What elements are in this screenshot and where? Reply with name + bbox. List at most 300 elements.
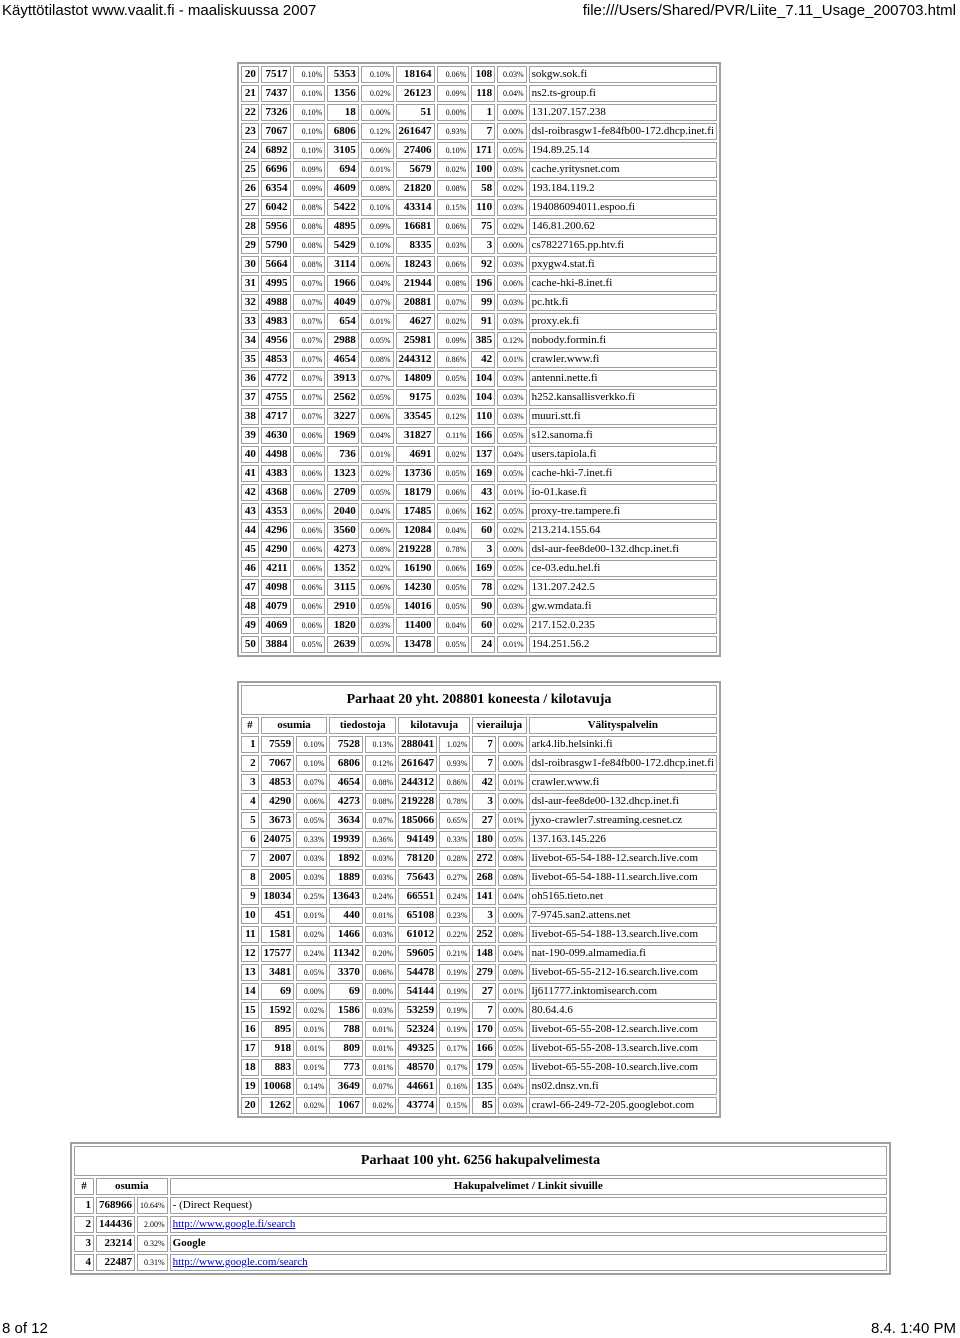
cell-kbytes: 43314 bbox=[396, 199, 435, 216]
cell-kbytes: 31827 bbox=[396, 427, 435, 444]
cell-kbytes-pct: 0.02% bbox=[437, 161, 470, 178]
cell-kbytes: 4627 bbox=[396, 313, 435, 330]
cell-kbytes-pct: 1.02% bbox=[439, 736, 470, 753]
cell-visits: 110 bbox=[471, 408, 495, 425]
cell-host: dsl-aur-fee8de00-132.dhcp.inet.fi bbox=[529, 793, 717, 810]
table-row bbox=[241, 275, 717, 292]
cell-host: io-01.kase.fi bbox=[529, 484, 717, 501]
cell-hits-pct: 0.10% bbox=[293, 142, 326, 159]
cell-visits: 60 bbox=[471, 522, 495, 539]
cell-files: 3913 bbox=[327, 370, 358, 387]
cell-files-pct: 0.06% bbox=[365, 964, 396, 981]
cell-visits-pct: 0.04% bbox=[497, 446, 527, 463]
cell-files: 4049 bbox=[327, 294, 358, 311]
cell-files-pct: 0.03% bbox=[365, 869, 396, 886]
cell-host: crawler.www.fi bbox=[529, 351, 717, 368]
cell-visits-pct: 0.05% bbox=[497, 427, 527, 444]
table-row bbox=[241, 964, 717, 981]
table-row bbox=[241, 351, 717, 368]
cell-rank: 46 bbox=[241, 560, 259, 577]
cell-kbytes: 53259 bbox=[398, 1002, 437, 1019]
cell-visits: 169 bbox=[471, 465, 495, 482]
cell-visits: 90 bbox=[471, 598, 495, 615]
cell-files-pct: 0.06% bbox=[361, 522, 394, 539]
cell-host: crawler.www.fi bbox=[529, 774, 717, 791]
cell-hits: 4498 bbox=[261, 446, 291, 463]
cell-visits: 3 bbox=[471, 237, 495, 254]
cell-kbytes: 52324 bbox=[398, 1021, 437, 1038]
table-row bbox=[241, 926, 717, 943]
cell-files-pct: 0.08% bbox=[365, 774, 396, 791]
cell-kbytes: 219228 bbox=[396, 541, 435, 558]
top-proxies-table bbox=[237, 681, 721, 1118]
cell-files: 694 bbox=[327, 161, 358, 178]
cell-rank: 14 bbox=[241, 983, 259, 1000]
cell-hits-pct: 0.07% bbox=[293, 408, 326, 425]
cell-hits: 4069 bbox=[261, 617, 291, 634]
cell-visits: 27 bbox=[472, 983, 495, 1000]
cell-files: 1466 bbox=[329, 926, 363, 943]
cell-visits-pct: 0.02% bbox=[497, 617, 527, 634]
page-header-title: Käyttötilastot www.vaalit.fi - maaliskuussa 2007 bbox=[2, 2, 317, 19]
cell-visits-pct: 0.01% bbox=[498, 983, 527, 1000]
table-row bbox=[241, 579, 717, 596]
cell-files-pct: 0.03% bbox=[361, 617, 394, 634]
cell-files: 736 bbox=[327, 446, 358, 463]
cell-files: 809 bbox=[329, 1040, 363, 1057]
cell-rank: 13 bbox=[241, 964, 259, 981]
cell-files-pct: 0.09% bbox=[361, 218, 394, 235]
cell-hits-pct: 10.64% bbox=[137, 1197, 168, 1214]
column-header: # bbox=[74, 1178, 94, 1195]
cell-hits: 4296 bbox=[261, 522, 291, 539]
cell-kbytes-pct: 0.19% bbox=[439, 1002, 470, 1019]
cell-rank: 30 bbox=[241, 256, 259, 273]
top-search-engines-table bbox=[70, 1142, 891, 1275]
cell-kbytes-pct: 0.22% bbox=[439, 926, 470, 943]
cell-hits-pct: 0.32% bbox=[137, 1235, 168, 1252]
cell-hits: 2005 bbox=[261, 869, 295, 886]
table-row bbox=[241, 1097, 717, 1114]
cell-visits: 91 bbox=[471, 313, 495, 330]
table-row bbox=[74, 1197, 887, 1214]
cell-host: crawl-66-249-72-205.googlebot.com bbox=[529, 1097, 717, 1114]
cell-hits-pct: 0.10% bbox=[293, 85, 326, 102]
referrer-link[interactable]: http://www.google.fi/search bbox=[172, 1218, 296, 1230]
cell-hits-pct: 0.07% bbox=[293, 389, 326, 406]
cell-hits: 3481 bbox=[261, 964, 295, 981]
cell-kbytes: 4691 bbox=[396, 446, 435, 463]
cell-host: 7-9745.san2.attens.net bbox=[529, 907, 717, 924]
cell-files-pct: 0.00% bbox=[361, 104, 394, 121]
cell-kbytes-pct: 0.06% bbox=[437, 560, 470, 577]
cell-kbytes: 244312 bbox=[396, 351, 435, 368]
cell-host: ark4.lib.helsinki.fi bbox=[529, 736, 717, 753]
cell-files: 1820 bbox=[327, 617, 358, 634]
cell-kbytes: 43774 bbox=[398, 1097, 437, 1114]
cell-visits-pct: 0.01% bbox=[497, 351, 527, 368]
cell-files: 1352 bbox=[327, 560, 358, 577]
cell-host: ns02.dnsz.vn.fi bbox=[529, 1078, 717, 1095]
cell-files: 1586 bbox=[329, 1002, 363, 1019]
cell-hits: 69 bbox=[261, 983, 295, 1000]
cell-kbytes: 51 bbox=[396, 104, 435, 121]
cell-host: livebot-65-54-188-13.search.live.com bbox=[529, 926, 717, 943]
cell-files-pct: 0.08% bbox=[361, 541, 394, 558]
cell-hits-pct: 0.10% bbox=[293, 66, 326, 83]
cell-rank: 3 bbox=[74, 1235, 94, 1252]
cell-visits-pct: 0.01% bbox=[498, 774, 527, 791]
cell-hits: 4988 bbox=[261, 294, 291, 311]
cell-files: 7528 bbox=[329, 736, 363, 753]
cell-visits: 118 bbox=[471, 85, 495, 102]
cell-host: users.tapiola.fi bbox=[529, 446, 717, 463]
cell-kbytes: 14230 bbox=[396, 579, 435, 596]
cell-hits: 4353 bbox=[261, 503, 291, 520]
cell-kbytes-pct: 0.05% bbox=[437, 370, 470, 387]
cell-visits-pct: 0.03% bbox=[497, 66, 527, 83]
cell-rank: 38 bbox=[241, 408, 259, 425]
cell-visits-pct: 0.05% bbox=[498, 1059, 527, 1076]
cell-hits-pct: 0.01% bbox=[296, 1059, 327, 1076]
cell-files: 1969 bbox=[327, 427, 358, 444]
cell-kbytes: 20881 bbox=[396, 294, 435, 311]
cell-rank: 4 bbox=[74, 1254, 94, 1271]
cell-files: 654 bbox=[327, 313, 358, 330]
table-row bbox=[241, 831, 717, 848]
table-row bbox=[241, 123, 717, 140]
cell-rank: 45 bbox=[241, 541, 259, 558]
cell-kbytes-pct: 0.02% bbox=[437, 446, 470, 463]
cell-hits-pct: 0.08% bbox=[293, 237, 326, 254]
cell-hits-pct: 0.08% bbox=[293, 256, 326, 273]
cell-rank: 37 bbox=[241, 389, 259, 406]
table-row bbox=[241, 774, 717, 791]
table-row bbox=[241, 218, 717, 235]
cell-host: 194.89.25.14 bbox=[529, 142, 717, 159]
cell-host: 193.184.119.2 bbox=[529, 180, 717, 197]
cell-kbytes-pct: 0.23% bbox=[439, 907, 470, 924]
cell-files-pct: 0.05% bbox=[361, 484, 394, 501]
cell-hits: 6042 bbox=[261, 199, 291, 216]
cell-visits: 99 bbox=[471, 294, 495, 311]
cell-visits: 7 bbox=[472, 755, 495, 772]
cell-kbytes: 66551 bbox=[398, 888, 437, 905]
cell-host: lj611777.inktomisearch.com bbox=[529, 983, 717, 1000]
cell-kbytes: 48570 bbox=[398, 1059, 437, 1076]
cell-host: dsl-roibrasgw1-fe84fb00-172.dhcp.inet.fi bbox=[529, 123, 717, 140]
cell-visits: 166 bbox=[472, 1040, 495, 1057]
cell-files-pct: 0.07% bbox=[361, 370, 394, 387]
cell-hits-pct: 0.00% bbox=[296, 983, 327, 1000]
cell-kbytes-pct: 0.10% bbox=[437, 142, 470, 159]
cell-kbytes-pct: 0.17% bbox=[439, 1040, 470, 1057]
cell-hits: 7517 bbox=[261, 66, 291, 83]
cell-files: 19939 bbox=[329, 831, 363, 848]
cell-visits-pct: 0.00% bbox=[497, 104, 527, 121]
table-row bbox=[74, 1254, 887, 1271]
cell-visits-pct: 0.00% bbox=[497, 541, 527, 558]
cell-kbytes: 65108 bbox=[398, 907, 437, 924]
cell-hits-pct: 0.07% bbox=[296, 774, 327, 791]
cell-kbytes-pct: 0.12% bbox=[437, 408, 470, 425]
cell-hits: 1581 bbox=[261, 926, 295, 943]
cell-host: pxygw4.stat.fi bbox=[529, 256, 717, 273]
cell-visits-pct: 0.03% bbox=[497, 256, 527, 273]
cell-kbytes-pct: 0.00% bbox=[437, 104, 470, 121]
cell-visits: 110 bbox=[471, 199, 495, 216]
cell-visits: 7 bbox=[472, 736, 495, 753]
cell-files: 1356 bbox=[327, 85, 358, 102]
cell-host: cs78227165.pp.htv.fi bbox=[529, 237, 717, 254]
cell-hits: 4368 bbox=[261, 484, 291, 501]
cell-rank: 42 bbox=[241, 484, 259, 501]
cell-files: 3370 bbox=[329, 964, 363, 981]
cell-hits: 4755 bbox=[261, 389, 291, 406]
cell-hits: 4853 bbox=[261, 351, 291, 368]
cell-files-pct: 0.06% bbox=[361, 256, 394, 273]
cell-visits: 169 bbox=[471, 560, 495, 577]
cell-hits: 3884 bbox=[261, 636, 291, 653]
cell-visits-pct: 0.01% bbox=[498, 812, 527, 829]
cell-rank: 1 bbox=[241, 736, 259, 753]
cell-visits: 104 bbox=[471, 370, 495, 387]
table-row bbox=[241, 812, 717, 829]
cell-kbytes-pct: 0.05% bbox=[437, 636, 470, 653]
cell-files: 2639 bbox=[327, 636, 358, 653]
cell-visits-pct: 0.01% bbox=[497, 636, 527, 653]
cell-hits-pct: 0.06% bbox=[293, 598, 326, 615]
cell-referrer bbox=[170, 1235, 887, 1252]
cell-visits-pct: 0.03% bbox=[497, 294, 527, 311]
cell-hits: 4211 bbox=[261, 560, 291, 577]
cell-visits-pct: 0.05% bbox=[498, 831, 527, 848]
cell-kbytes: 16681 bbox=[396, 218, 435, 235]
cell-hits: 4983 bbox=[261, 313, 291, 330]
cell-hits-pct: 0.06% bbox=[293, 465, 326, 482]
cell-files-pct: 0.20% bbox=[365, 945, 396, 962]
cell-rank: 3 bbox=[241, 774, 259, 791]
cell-visits-pct: 0.02% bbox=[497, 218, 527, 235]
cell-files: 3649 bbox=[329, 1078, 363, 1095]
cell-kbytes-pct: 0.19% bbox=[439, 1021, 470, 1038]
table-row bbox=[241, 1059, 717, 1076]
cell-rank: 26 bbox=[241, 180, 259, 197]
cell-files-pct: 0.04% bbox=[361, 427, 394, 444]
cell-kbytes-pct: 0.05% bbox=[437, 579, 470, 596]
cell-visits-pct: 0.04% bbox=[497, 85, 527, 102]
cell-visits: 58 bbox=[471, 180, 495, 197]
cell-hits: 4290 bbox=[261, 541, 291, 558]
cell-files-pct: 0.10% bbox=[361, 66, 394, 83]
cell-hits: 7067 bbox=[261, 755, 295, 772]
cell-hits: 23214 bbox=[96, 1235, 135, 1252]
cell-kbytes-pct: 0.28% bbox=[439, 850, 470, 867]
cell-kbytes-pct: 0.19% bbox=[439, 964, 470, 981]
cell-visits: 60 bbox=[471, 617, 495, 634]
cell-hits-pct: 0.08% bbox=[293, 199, 326, 216]
cell-kbytes: 18243 bbox=[396, 256, 435, 273]
table-row bbox=[241, 503, 717, 520]
table-row bbox=[241, 869, 717, 886]
cell-host: livebot-65-55-208-13.search.live.com bbox=[529, 1040, 717, 1057]
cell-visits-pct: 0.05% bbox=[497, 503, 527, 520]
cell-rank: 1 bbox=[74, 1197, 94, 1214]
cell-referrer bbox=[170, 1216, 887, 1233]
cell-files: 5429 bbox=[327, 237, 358, 254]
cell-visits: 268 bbox=[472, 869, 495, 886]
cell-hits-pct: 0.06% bbox=[293, 503, 326, 520]
cell-host: 146.81.200.62 bbox=[529, 218, 717, 235]
cell-visits: 24 bbox=[471, 636, 495, 653]
cell-hits-pct: 0.06% bbox=[293, 541, 326, 558]
cell-rank: 8 bbox=[241, 869, 259, 886]
cell-visits: 272 bbox=[472, 850, 495, 867]
cell-visits-pct: 0.00% bbox=[497, 123, 527, 140]
cell-visits-pct: 0.02% bbox=[497, 180, 527, 197]
table-row bbox=[241, 294, 717, 311]
cell-kbytes-pct: 0.78% bbox=[437, 541, 470, 558]
cell-files-pct: 0.05% bbox=[361, 598, 394, 615]
cell-rank: 15 bbox=[241, 1002, 259, 1019]
cell-files-pct: 0.03% bbox=[365, 1002, 396, 1019]
cell-kbytes-pct: 0.05% bbox=[437, 598, 470, 615]
cell-visits: 148 bbox=[472, 945, 495, 962]
cell-kbytes: 12084 bbox=[396, 522, 435, 539]
cell-files: 4273 bbox=[329, 793, 363, 810]
cell-files: 1889 bbox=[329, 869, 363, 886]
cell-files-pct: 0.12% bbox=[361, 123, 394, 140]
cell-visits: 100 bbox=[471, 161, 495, 178]
cell-kbytes-pct: 0.04% bbox=[437, 522, 470, 539]
cell-host: 137.163.145.226 bbox=[529, 831, 717, 848]
cell-host: 194086094011.espoo.fi bbox=[529, 199, 717, 216]
cell-files: 5353 bbox=[327, 66, 358, 83]
referrer-link[interactable]: http://www.google.com/search bbox=[172, 1256, 308, 1268]
column-header: # bbox=[241, 717, 259, 734]
cell-host: ns2.ts-group.fi bbox=[529, 85, 717, 102]
cell-files-pct: 0.01% bbox=[365, 1021, 396, 1038]
cell-files: 2988 bbox=[327, 332, 358, 349]
cell-files: 11342 bbox=[329, 945, 363, 962]
cell-host: 131.207.157.238 bbox=[529, 104, 717, 121]
cell-visits-pct: 0.03% bbox=[497, 161, 527, 178]
cell-host: antenni.nette.fi bbox=[529, 370, 717, 387]
cell-hits-pct: 0.09% bbox=[293, 180, 326, 197]
cell-files: 3560 bbox=[327, 522, 358, 539]
cell-files-pct: 0.02% bbox=[361, 85, 394, 102]
cell-visits: 104 bbox=[471, 389, 495, 406]
page-header-url: file:///Users/Shared/PVR/Liite_7.11_Usage_200703.html bbox=[582, 2, 956, 19]
cell-visits: 252 bbox=[472, 926, 495, 943]
cell-hits-pct: 0.10% bbox=[296, 755, 327, 772]
cell-files-pct: 0.06% bbox=[361, 142, 394, 159]
cell-hits: 6354 bbox=[261, 180, 291, 197]
cell-visits-pct: 0.02% bbox=[497, 579, 527, 596]
cell-files: 440 bbox=[329, 907, 363, 924]
table-row bbox=[241, 888, 717, 905]
cell-files-pct: 0.00% bbox=[365, 983, 396, 1000]
table-row bbox=[241, 793, 717, 810]
cell-host: nat-190-099.almamedia.fi bbox=[529, 945, 717, 962]
cell-kbytes-pct: 0.93% bbox=[437, 123, 470, 140]
cell-kbytes: 59605 bbox=[398, 945, 437, 962]
cell-hits-pct: 0.05% bbox=[296, 964, 327, 981]
cell-kbytes-pct: 0.04% bbox=[437, 617, 470, 634]
cell-kbytes-pct: 0.05% bbox=[437, 465, 470, 482]
cell-hits-pct: 0.06% bbox=[293, 484, 326, 501]
cell-rank: 47 bbox=[241, 579, 259, 596]
cell-visits-pct: 0.03% bbox=[497, 199, 527, 216]
cell-hits-pct: 0.06% bbox=[293, 617, 326, 634]
cell-host: pc.htk.fi bbox=[529, 294, 717, 311]
table-row bbox=[241, 142, 717, 159]
cell-files: 4609 bbox=[327, 180, 358, 197]
table-row bbox=[241, 636, 717, 653]
table-row bbox=[241, 313, 717, 330]
column-header: Hakupalvelimet / Linkit sivuille bbox=[170, 1178, 887, 1195]
column-header: Välityspalvelin bbox=[529, 717, 717, 734]
cell-rank: 31 bbox=[241, 275, 259, 292]
cell-rank: 12 bbox=[241, 945, 259, 962]
cell-rank: 32 bbox=[241, 294, 259, 311]
column-header: tiedostoja bbox=[329, 717, 396, 734]
cell-hits-pct: 0.07% bbox=[293, 351, 326, 368]
cell-visits: 179 bbox=[472, 1059, 495, 1076]
cell-visits: 135 bbox=[472, 1078, 495, 1095]
column-header: kilotavuja bbox=[398, 717, 470, 734]
cell-hits: 18034 bbox=[261, 888, 295, 905]
cell-hits: 5664 bbox=[261, 256, 291, 273]
cell-visits: 137 bbox=[471, 446, 495, 463]
cell-hits: 4098 bbox=[261, 579, 291, 596]
cell-hits-pct: 0.06% bbox=[293, 446, 326, 463]
table-row bbox=[241, 598, 717, 615]
cell-rank: 17 bbox=[241, 1040, 259, 1057]
cell-kbytes-pct: 0.15% bbox=[439, 1097, 470, 1114]
cell-kbytes-pct: 0.06% bbox=[437, 66, 470, 83]
cell-kbytes-pct: 0.17% bbox=[439, 1059, 470, 1076]
cell-visits-pct: 0.03% bbox=[498, 1097, 527, 1114]
cell-hits: 4772 bbox=[261, 370, 291, 387]
cell-rank: 19 bbox=[241, 1078, 259, 1095]
cell-visits: 166 bbox=[471, 427, 495, 444]
cell-visits: 170 bbox=[472, 1021, 495, 1038]
cell-host: cache-hki-7.inet.fi bbox=[529, 465, 717, 482]
cell-referrer bbox=[170, 1197, 887, 1214]
cell-kbytes: 219228 bbox=[398, 793, 437, 810]
table-row bbox=[241, 541, 717, 558]
cell-hits: 4630 bbox=[261, 427, 291, 444]
cell-host: s12.sanoma.fi bbox=[529, 427, 717, 444]
cell-visits-pct: 0.00% bbox=[498, 793, 527, 810]
cell-visits-pct: 0.00% bbox=[497, 237, 527, 254]
cell-files: 4273 bbox=[327, 541, 358, 558]
cell-kbytes-pct: 0.06% bbox=[437, 484, 470, 501]
referrer-label: - (Direct Request) bbox=[172, 1199, 253, 1211]
cell-host: nobody.formin.fi bbox=[529, 332, 717, 349]
cell-host: livebot-65-55-208-10.search.live.com bbox=[529, 1059, 717, 1076]
table-row bbox=[74, 1235, 887, 1252]
cell-rank: 7 bbox=[241, 850, 259, 867]
cell-visits: 108 bbox=[471, 66, 495, 83]
cell-rank: 22 bbox=[241, 104, 259, 121]
cell-hits-pct: 0.09% bbox=[293, 161, 326, 178]
cell-hits: 1592 bbox=[261, 1002, 295, 1019]
cell-visits-pct: 0.03% bbox=[497, 370, 527, 387]
cell-hits-pct: 0.10% bbox=[296, 736, 327, 753]
cell-hits: 6696 bbox=[261, 161, 291, 178]
